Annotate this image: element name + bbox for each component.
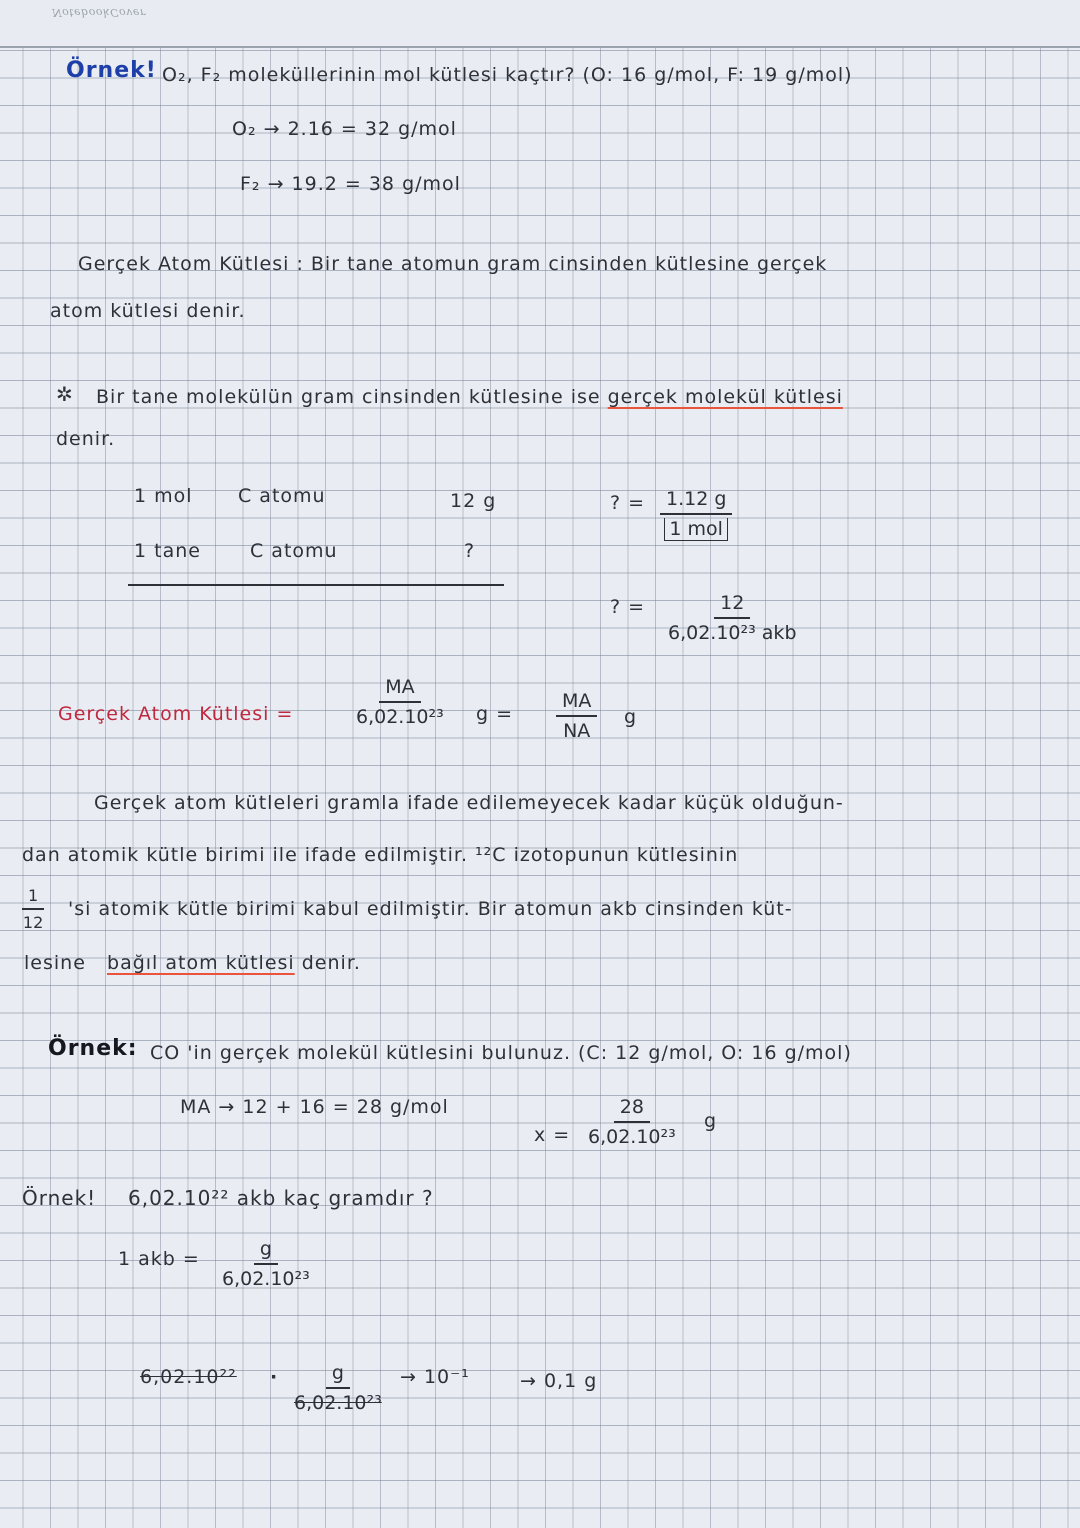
proportion-row2-qty: 1 tane [134,540,201,562]
formula-fraction2: $\frac{MA}{NA}$ [556,690,597,742]
example2-ma-line: MA → 12 + 16 = 28 g/mol [180,1096,449,1118]
star-icon: ✲ [56,382,74,406]
page-header [0,0,1080,48]
example1-question: O₂, F₂ moleküllerinin mol kütlesi kaçtır? (O: 16 g/mol, F: 19 g/mol) [162,64,853,86]
example3-question: 6,02.10²² akb kaç gramdır ? [128,1186,434,1210]
example2-x-lhs: x = [534,1124,571,1146]
example3-calc-dot: · [270,1366,279,1388]
definition-molecule-term: gerçek molekül kütlesi [607,386,843,408]
formula-unit2: g [624,706,638,728]
definition-atom-line1: Gerçek Atom Kütlesi : Bir tane atomun gram cinsinden kütlesine gerçek [78,253,828,275]
solution-eq2-lhs: ? = [610,596,646,618]
formula-fraction1: $\frac{MA}{\text{6,02.10²³}}$ [356,676,444,728]
example3-label: Örnek! [22,1186,97,1210]
example2-fraction: $\frac{28}{\text{6,02.10²³}}$ [588,1096,676,1148]
proportion-row1-what: C atomu [238,485,326,507]
proportion-row2-what: C atomu [250,540,338,562]
example1-label: Örnek! [66,58,157,83]
example3-calc-lhs: 6,02.10²² [140,1366,237,1388]
example2-label: Örnek: [48,1036,138,1061]
notebook-brand: NotebookCover [52,6,146,19]
example2-unit: g [704,1110,718,1132]
formula-label: Gerçek Atom Kütlesi = [58,703,294,725]
definition-atom-line2: atom kütlesi denir. [50,300,246,322]
definition-molecule-line1 [96,386,843,408]
solution-eq1-fraction: 1.12 g 1 mol [660,488,732,540]
example3-result2: → 0,1 g [520,1370,598,1392]
paragraph-line3: 'si atomik kütle birimi kabul edilmiştir. Bir atomun akb cinsinden küt- [68,898,793,920]
example3-akb-lhs: 1 akb = [118,1248,200,1270]
definition-molecule-line2: denir. [56,428,116,450]
example3-akb-fraction: $\frac{g}{\text{6,02.10²³}}$ [222,1238,310,1290]
proportion-divider [128,584,504,586]
definition-molecule-text: Bir tane molekülün gram cinsinden kütlesine ise [96,386,601,408]
paragraph-line1: Gerçek atom kütleleri gramla ifade edilemeyecek kadar küçük olduğun- [94,792,844,814]
paragraph-fraction: $\frac{1}{12}$ [22,886,44,932]
example1-line-f2: F₂ → 19.2 = 38 g/mol [240,173,461,195]
proportion-row1-value: 12 g [450,490,497,512]
paragraph-line4: lesine bağıl atom kütlesi denir. [24,952,361,974]
formula-unit1: g = [476,703,514,725]
example2-question: CO 'in gerçek molekül kütlesini bulunuz. (C: 12 g/mol, O: 16 g/mol) [150,1042,852,1064]
paragraph-term: bağıl atom kütlesi [107,952,295,974]
solution-eq2-fraction: 12 6,02.10²³ akb [668,592,797,644]
example3-calc-fraction: $\frac{g}{\text{6,02.10²³}}$ [294,1362,382,1414]
example3-result1: → 10⁻¹ [400,1366,470,1388]
proportion-row2-value: ? [464,540,476,562]
solution-eq1-lhs: ? = [610,492,646,514]
example1-line-o2: O₂ → 2.16 = 32 g/mol [232,118,457,140]
proportion-row1-qty: 1 mol [134,485,193,507]
paragraph-line2: dan atomik kütle birimi ile ifade edilmiştir. ¹²C izotopunun kütlesinin [22,844,739,866]
